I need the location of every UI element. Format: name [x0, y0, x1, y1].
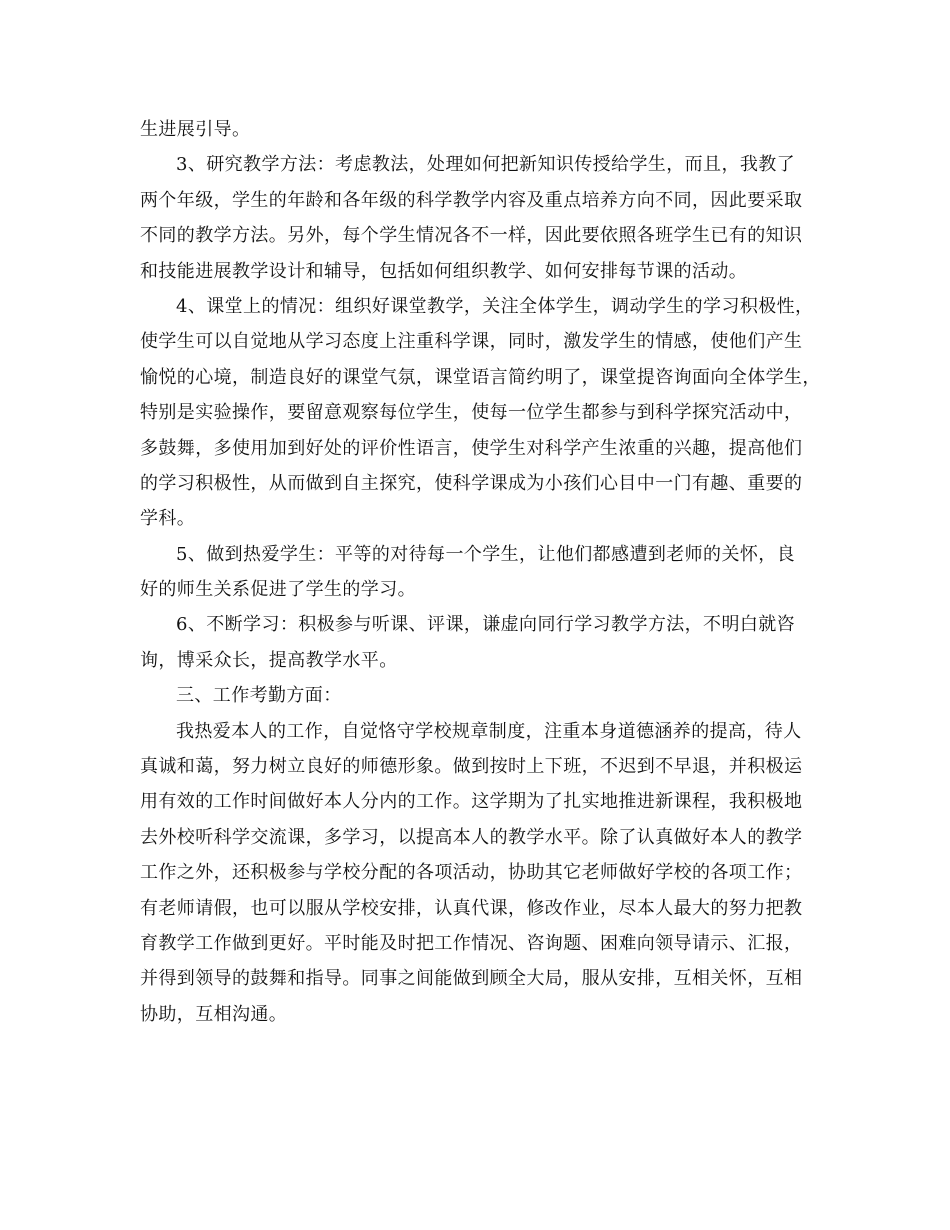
- text-line: 有老师请假，也可以服从学校安排，认真代课，修改作业，尽本人最大的努力把教: [140, 897, 803, 919]
- section-heading: 三、工作考勤方面：: [176, 685, 342, 707]
- text-line: 我热爱本人的工作，自觉恪守学校规章制度，注重本身道德涵养的提高，待人: [176, 720, 802, 742]
- text-line: 5、做到热爱学生：平等的对待每一个学生，让他们都感遭到老师的关怀，良: [176, 543, 796, 565]
- text-line: 不同的教学方法。另外，每个学生情况各不一样，因此要依照各班学生已有的知识: [140, 225, 803, 247]
- text-line: 3、研究教学方法：考虑教法，处理如何把新知识传授给学生，而且，我教了: [176, 154, 796, 176]
- text-line: 两个年级，学生的年龄和各年级的科学教学内容及重点培养方向不同，因此要采取: [140, 189, 803, 211]
- text-line: 和技能进展教学设计和辅导，包括如何组织教学、如何安排每节课的活动。: [140, 260, 748, 282]
- text-line: 生进展引导。: [140, 119, 251, 140]
- text-line: 询，博采众长，提高教学水平。: [140, 649, 398, 671]
- text-line: 工作之外，还积极参与学校分配的各项活动，协助其它老师做好学校的各项工作；: [140, 862, 803, 884]
- text-line: 愉悦的心境，制造良好的课堂气氛，课堂语言简约明了，课堂提咨询面向全体学生，: [140, 366, 821, 388]
- text-line: 并得到领导的鼓舞和指导。同事之间能做到顾全大局，服从安排，互相关怀，互相: [140, 968, 803, 990]
- text-line: 育教学工作做到更好。平时能及时把工作情况、咨询题、困难向领导请示、汇报，: [140, 932, 803, 954]
- text-line: 好的师生关系促进了学生的学习。: [140, 579, 416, 601]
- text-line: 多鼓舞，多使用加到好处的评价性语言，使学生对科学产生浓重的兴趣，提高他们: [140, 437, 803, 459]
- text-line: 用有效的工作时间做好本人分内的工作。这学期为了扎实地推进新课程，我积极地: [140, 791, 803, 813]
- text-line: 4、课堂上的情况：组织好课堂教学，关注全体学生，调动学生的学习积极性，: [176, 295, 814, 317]
- text-line: 去外校听科学交流课，多学习，以提高本人的教学水平。除了认真做好本人的教学: [140, 826, 803, 848]
- text-line: 真诚和蔼，努力树立良好的师德形象。做到按时上下班，不迟到不早退，并积极运: [140, 756, 803, 778]
- body-text: [140, 112, 820, 1032]
- text-line: 使学生可以自觉地从学习态度上注重科学课，同时，激发学生的情感，使他们产生: [140, 331, 803, 353]
- text-line: 协助，互相沟通。: [140, 1003, 288, 1025]
- text-line: 学科。: [140, 508, 196, 530]
- text-line: 6、不断学习：积极参与听课、评课，谦虚向同行学习教学方法，不明白就咨: [176, 614, 796, 636]
- text-line: 的学习积极性，从而做到自主探究，使科学课成为小孩们心目中一门有趣、重要的: [140, 472, 803, 494]
- text-line: 特别是实验操作，要留意观察每位学生，使每一位学生都参与到科学探究活动中，: [140, 402, 803, 424]
